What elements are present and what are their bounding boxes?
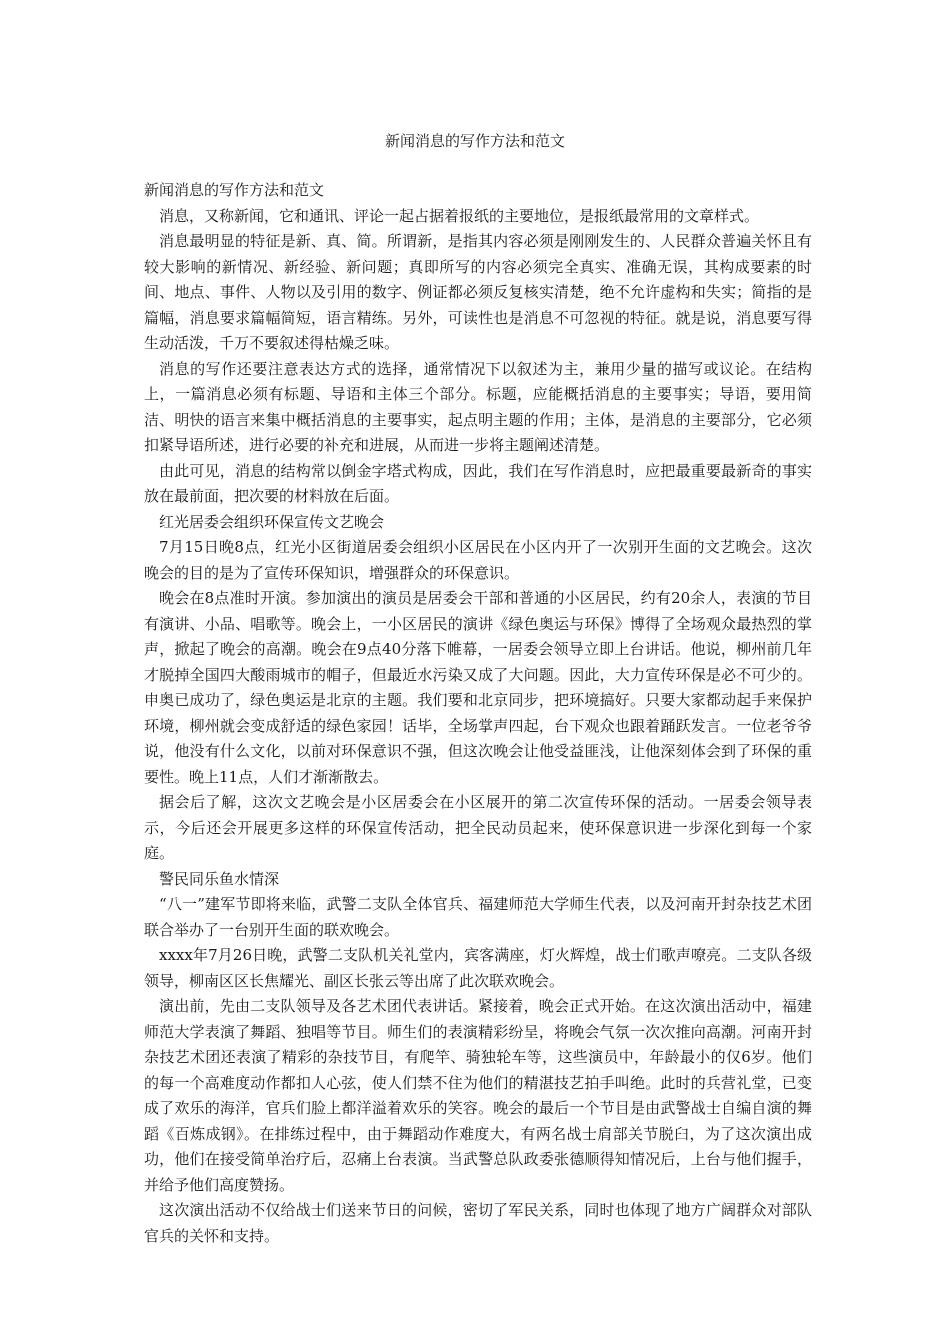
- paragraph: 演出前，先由二支队领导及各艺术团代表讲话。紧接着，晚会正式开始。在这次演出活动中，福建师范大学表演了舞蹈、独唱等节目。师生们的表演精彩纷呈，将晚会气氛一次次推向高潮。河南开封杂技艺术团还表演了精彩的杂技节目，有爬竿、骑独轮车等，这些演员中，年龄最小的仅6岁。他们的每一个高难度动作都扣人心弦，使人们禁不住为他们的精湛技艺拍手叫绝。此时的兵营礼堂，已变成了欢乐的海洋，官兵们脸上都洋溢着欢乐的笑容。晚会的最后一个节目是由武警战士自编自演的舞蹈《百炼成钢》。在排练过程中，由于舞蹈动作难度大，有两名战士肩部关节脱臼，为了这次演出成功，他们在接受简单治疗后，忍痛上台表演。当武警总队政委张德顺得知情况后，上台与他们握手，并给予他们高度赞扬。: [144, 997, 812, 1194]
- article-heading: 新闻消息的写作方法和范文: [144, 181, 325, 199]
- paragraph: 消息的写作还要注意表达方式的选择，通常情况下以叙述为主，兼用少量的描写或议论。在结构上，一篇消息必须有标题、导语和主体三个部分。标题，应能概括消息的主要事实；导语，要用简洁、明快的语言来集中概括消息的主要事实，起点明主题的作用；主体，是消息的主要部分，它必须扣紧导语所述，进行必要的补充和进展，从而进一步将主题阐述清楚。: [144, 359, 812, 454]
- paragraph: 晚会在8点准时开演。参加演出的演员是居委会干部和普通的小区居民，约有20余人，表演的节目有演讲、小品、唱歌等。晚会上，一小区居民的演讲《绿色奥运与环保》博得了全场观众最热烈的掌声，掀起了晚会的高潮。晚会在9点40分落下帷幕，一居委会领导立即上台讲话。他说，柳州前几年才脱掉全国四大酸雨城市的帽子，但最近水污染又成了大问题。因此，大力宣传环保是必不可少的。申奥已成功了，绿色奥运是北京的主题。我们要和北京同步，把环境搞好。只要大家都动起手来保护环境，柳州就会变成舒适的绿色家园！话毕，全场掌声四起，台下观众也跟着踊跃发言。一位老爷爷说，他没有什么文化，以前对环保意识不强，但这次晚会让他受益匪浅，让他深刻体会到了环保的重要性。晚上11点，人们才渐渐散去。: [144, 589, 812, 786]
- paragraph: 这次演出活动不仅给战士们送来节日的问候，密切了军民关系，同时也体现了地方广阔群众对部队官兵的关怀和支持。: [144, 1201, 812, 1245]
- paragraph: 由此可见，消息的结构常以倒金字塔式构成，因此，我们在写作消息时，应把最重要最新奇的事实放在最前面，把次要的材料放在后面。: [144, 461, 812, 505]
- document-title: 新闻消息的写作方法和范文: [384, 132, 565, 150]
- paragraph: 7月15日晚8点，红光小区街道居委会组织小区居民在小区内开了一次别开生面的文艺晚会。这次晚会的目的是为了宣传环保知识，增强群众的环保意识。: [144, 538, 812, 582]
- paragraph: 消息最明显的特征是新、真、简。所谓新，是指其内容必须是刚刚发生的、人民群众普遍关怀且有较大影响的新情况、新经验、新问题；真即所写的内容必须完全真实、准确无误，其构成要素的时间、地点、事件、人物以及引用的数字、例证都必须反复核实清楚，绝不允许虚构和失实；简指的是篇幅，消息要求篇幅简短，语言精练。另外，可读性也是消息不可忽视的特征。就是说，消息要写得生动活泼，千万不要叙述得枯燥乏味。: [144, 232, 812, 352]
- paragraph: 消息，又称新闻，它和通讯、评论一起占据着报纸的主要地位，是报纸最常用的文章样式。: [159, 206, 760, 225]
- document-body: [144, 178, 812, 1249]
- sample-heading-1: 红光居委会组织环保宣传文艺晚会: [159, 512, 385, 531]
- paragraph: 据会后了解，这次文艺晚会是小区居委会在小区展开的第二次宣传环保的活动。一居委会领导表示，今后还会开展更多这样的环保宣传活动，把全民动员起来，使环保意识进一步深化到每一个家庭。: [144, 793, 812, 862]
- paragraph: xxxx年7月26日晚，武警二支队机关礼堂内，宾客满座，灯火辉煌，战士们歌声嘹亮。二支队各级领导，柳南区区长焦耀光、副区长张云等出席了此次联欢晚会。: [144, 946, 812, 990]
- sample-heading-2: 警民同乐鱼水情深: [159, 869, 280, 888]
- paragraph: “八一”建军节即将来临，武警二支队全体官兵、福建师范大学师生代表，以及河南开封杂技艺术团联合举办了一台别开生面的联欢晚会。: [144, 895, 812, 939]
